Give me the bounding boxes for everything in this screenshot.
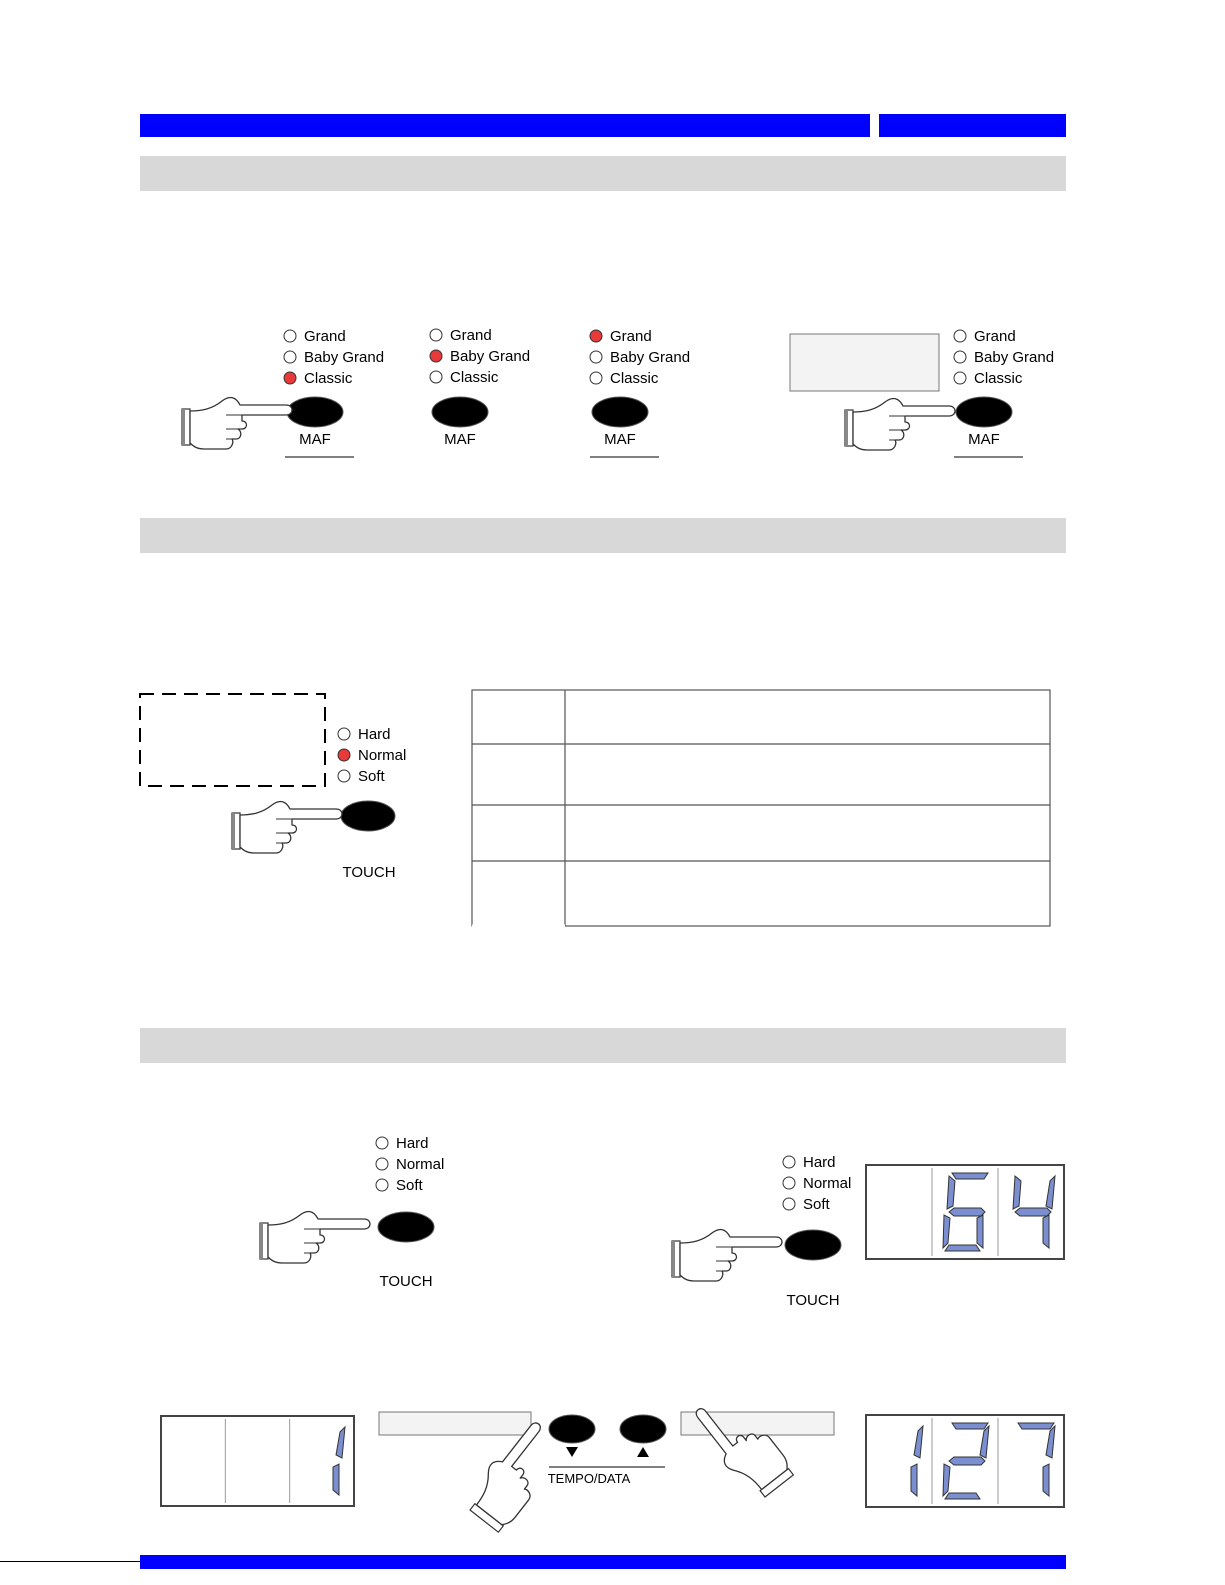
option-label-baby-grand: Baby Grand [450,348,531,365]
option-label-hard: Hard [396,1135,429,1152]
maf-button-label-1: MAF [299,431,331,448]
touch-options-main [338,726,406,785]
pointing-hand-icon [182,398,292,449]
maf-options-3 [590,328,690,387]
maf-options-2 [430,327,530,386]
lcd-display-touch-value [866,1165,1064,1259]
pointing-hand-icon [845,399,955,450]
led-on-indicator [430,350,442,362]
pointing-hand-icon [232,802,342,853]
hand-outline [680,1230,782,1281]
lcd-display-max-value-digit-3-segment-a [1018,1423,1054,1429]
maf-button-3[interactable] [592,397,648,427]
option-label-grand: Grand [610,328,652,345]
touch-button-label-main: TOUCH [342,864,396,881]
touch-button-left[interactable] [378,1212,434,1242]
led-off-indicator [954,351,966,363]
led-off-indicator [376,1179,388,1191]
touch-options-right [783,1154,851,1213]
option-label-grand: Grand [974,328,1016,345]
lcd-display-max-value-digit-2-segment-a [952,1423,988,1429]
maf-button-label-3: MAF [604,431,636,448]
touch-level-table [472,690,1050,926]
lcd-display-touch-value-digit-2-segment-c [977,1215,983,1248]
pointing-hand-icon [260,1212,370,1263]
option-label-soft: Soft [803,1196,830,1213]
option-label-normal: Normal [396,1156,445,1173]
maf-button-2[interactable] [432,397,488,427]
touch-button-label-left: TOUCH [379,1273,433,1290]
led-on-indicator [284,372,296,384]
hand-cuff-shade [672,1241,675,1277]
triangle-down-icon [566,1447,578,1457]
pointing-hand-icon [688,1386,796,1504]
lcd-display-min-value [161,1416,354,1506]
maf-options-1 [284,328,384,387]
lcd-display-max-value [866,1415,1064,1507]
tempo-down-button[interactable] [549,1415,595,1443]
option-label-hard: Hard [803,1154,836,1171]
option-label-grand: Grand [450,327,492,344]
tempo-data-label: TEMPO/DATA [547,1471,631,1486]
hand-outline [853,399,955,450]
triangle-up-icon [637,1447,649,1457]
led-off-indicator [338,770,350,782]
lcd-display-max-value-digit-2-segment-d [945,1493,980,1499]
touch-options-left [376,1135,444,1194]
option-label-classic: Classic [450,369,499,386]
tempo-up-button[interactable] [620,1415,666,1443]
option-label-baby-grand: Baby Grand [610,349,691,366]
led-off-indicator [783,1177,795,1189]
led-on-indicator [590,330,602,342]
lcd-display-touch-value-digit-2-segment-d [945,1245,980,1251]
led-off-indicator [338,728,350,740]
maf-button-label-4: MAF [968,431,1000,448]
lcd-display-touch-value-digit-3-segment-g [1015,1208,1051,1216]
option-label-classic: Classic [610,370,659,387]
led-off-indicator [590,351,602,363]
led-off-indicator [783,1198,795,1210]
maf-options-4 [954,328,1054,387]
hand-outline [268,1212,370,1263]
pointing-hand-icon [672,1230,782,1281]
led-off-indicator [284,351,296,363]
dashed-callout-box [140,694,325,786]
option-label-normal: Normal [358,747,407,764]
option-label-baby-grand: Baby Grand [304,349,385,366]
lcd-display-max-value-digit-1-segment-c [911,1464,917,1496]
led-off-indicator [954,372,966,384]
led-off-indicator [954,330,966,342]
touch-button-main[interactable] [341,801,395,831]
led-off-indicator [590,372,602,384]
hand-cuff-shade [182,409,185,445]
maf-button-4[interactable] [956,397,1012,427]
hand-outline [190,398,292,449]
maf-button-1[interactable] [287,397,343,427]
option-label-hard: Hard [358,726,391,743]
option-label-normal: Normal [803,1175,852,1192]
led-off-indicator [430,329,442,341]
option-label-soft: Soft [396,1177,423,1194]
hand-outline [240,802,342,853]
lcd-display-touch-value-digit-2-segment-g [949,1208,985,1216]
lcd-blank-box [790,334,939,391]
led-off-indicator [783,1156,795,1168]
lcd-display-max-value-digit-3-segment-c [1043,1464,1049,1496]
hand-cuff-shade [232,813,235,849]
option-label-grand: Grand [304,328,346,345]
touch-button-label-right: TOUCH [786,1292,840,1309]
lcd-display-min-value-digit-3-segment-c [333,1464,339,1495]
led-on-indicator [338,749,350,761]
hand-cuff-shade [845,410,848,446]
hand-cuff-shade [260,1223,263,1259]
led-off-indicator [376,1137,388,1149]
led-off-indicator [430,371,442,383]
option-label-soft: Soft [358,768,385,785]
lcd-display-touch-value-digit-3-segment-c [1043,1215,1049,1248]
option-label-classic: Classic [974,370,1023,387]
option-label-baby-grand: Baby Grand [974,349,1055,366]
option-label-classic: Classic [304,370,353,387]
table-border [472,690,1050,926]
led-off-indicator [284,330,296,342]
lcd-display-min-value-frame [161,1416,354,1506]
lcd-display-touch-value-digit-2-segment-a [952,1173,988,1179]
led-off-indicator [376,1158,388,1170]
lcd-display-max-value-digit-2-segment-g [949,1457,985,1465]
maf-button-label-2: MAF [444,431,476,448]
touch-button-right[interactable] [785,1230,841,1260]
label-box-left [379,1412,531,1435]
